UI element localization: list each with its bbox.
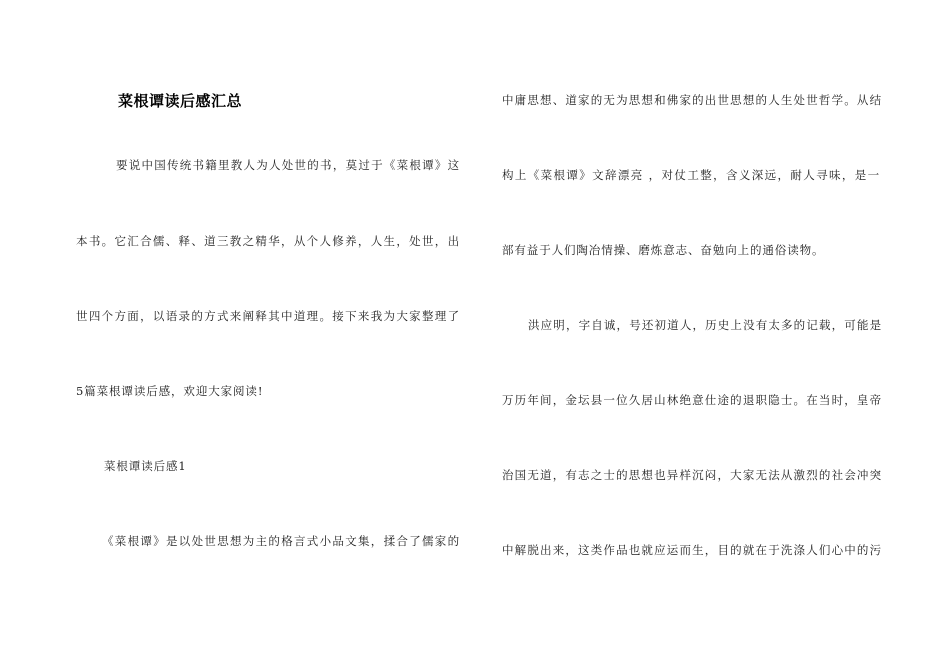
document-title: 菜根谭读后感汇总 [118,92,243,110]
right-line-6: 治国无道，有志之士的思想也异样沉闷，大家无法从激烈的社会冲突 [502,468,882,482]
right-line-2: 构上《菜根谭》文辞漂亮 ，对仗工整，含义深远，耐人寻味，是一 [502,168,880,182]
right-line-5: 万历年间，金坛县一位久居山林绝意仕途的退职隐士。在当时，皇帝 [502,393,882,407]
right-line-3: 部有益于人们陶冶情操、磨炼意志、奋勉向上的通俗读物。 [502,243,825,257]
right-line-7: 中解脱出来，这类作品也就应运而生，目的就在于洗涤人们心中的污 [502,543,882,557]
left-line-3: 世四个方面，以语录的方式来阐释其中道理。接下来我为大家整理了 [76,309,460,323]
left-line-2: 本书。它汇合儒、释、道三教之精华，从个人修养，人生，处世，出 [76,234,460,248]
section-heading-1: 菜根谭读后感1 [104,459,187,473]
left-line-4: 5篇菜根谭读后感，欢迎大家阅读! [76,384,264,398]
left-line-1: 要说中国传统书籍里教人为人处世的书，莫过于《菜根谭》这 [116,158,460,172]
left-line-6: 《菜根谭》是以处世思想为主的格言式小品文集，揉合了儒家的 [102,534,460,548]
right-line-1: 中庸思想、道家的无为思想和佛家的出世思想的人生处世哲学。从结 [502,93,882,107]
right-line-4: 洪应明，字自诚，号还初道人，历史上没有太多的记载，可能是 [528,318,882,332]
